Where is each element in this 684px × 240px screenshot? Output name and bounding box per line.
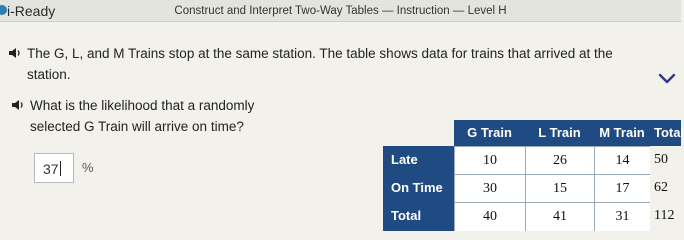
two-way-table (383, 120, 684, 231)
answer-input[interactable] (34, 153, 74, 183)
percent-unit: % (82, 160, 94, 175)
speaker-icon[interactable] (11, 99, 25, 111)
table-cell: 41 (525, 202, 594, 231)
text-caret (60, 161, 61, 176)
column-header: G Train (467, 125, 512, 140)
table-cell: 14 (594, 146, 650, 174)
lesson-title: Construct and Interpret Two-Way Tables — Instruction — Level H (174, 5, 507, 17)
column-header: L Train (538, 125, 581, 140)
table-cell: 10 (454, 146, 525, 174)
app-header (0, 0, 681, 22)
table-cell: 40 (454, 202, 525, 231)
row-total: 50 (654, 152, 668, 167)
row-header: Late (383, 146, 454, 174)
table-cell: 17 (594, 174, 650, 202)
intro-text: The G, L, and M Trains stop at the same station. The table shows data for trains that arrived at the station. (27, 46, 613, 82)
app-logo: i-Ready (7, 3, 56, 19)
answer-value: 37 (43, 161, 59, 177)
table-cell: 31 (594, 202, 650, 231)
row-header: Total (383, 202, 454, 231)
row-header: On Time (383, 174, 454, 202)
table-cell: 26 (525, 146, 594, 174)
question-text: What is the likelihood that a randomly selected G Train will arrive on time? (30, 98, 255, 134)
table-cell: 30 (454, 174, 525, 202)
table-cell: 15 (525, 174, 594, 202)
chevron-down-icon[interactable] (653, 69, 681, 89)
row-total: 62 (654, 180, 668, 195)
row-total: 112 (654, 208, 675, 223)
speaker-icon[interactable] (8, 47, 22, 59)
column-header: Total (654, 125, 684, 140)
column-header: M Train (599, 125, 645, 140)
